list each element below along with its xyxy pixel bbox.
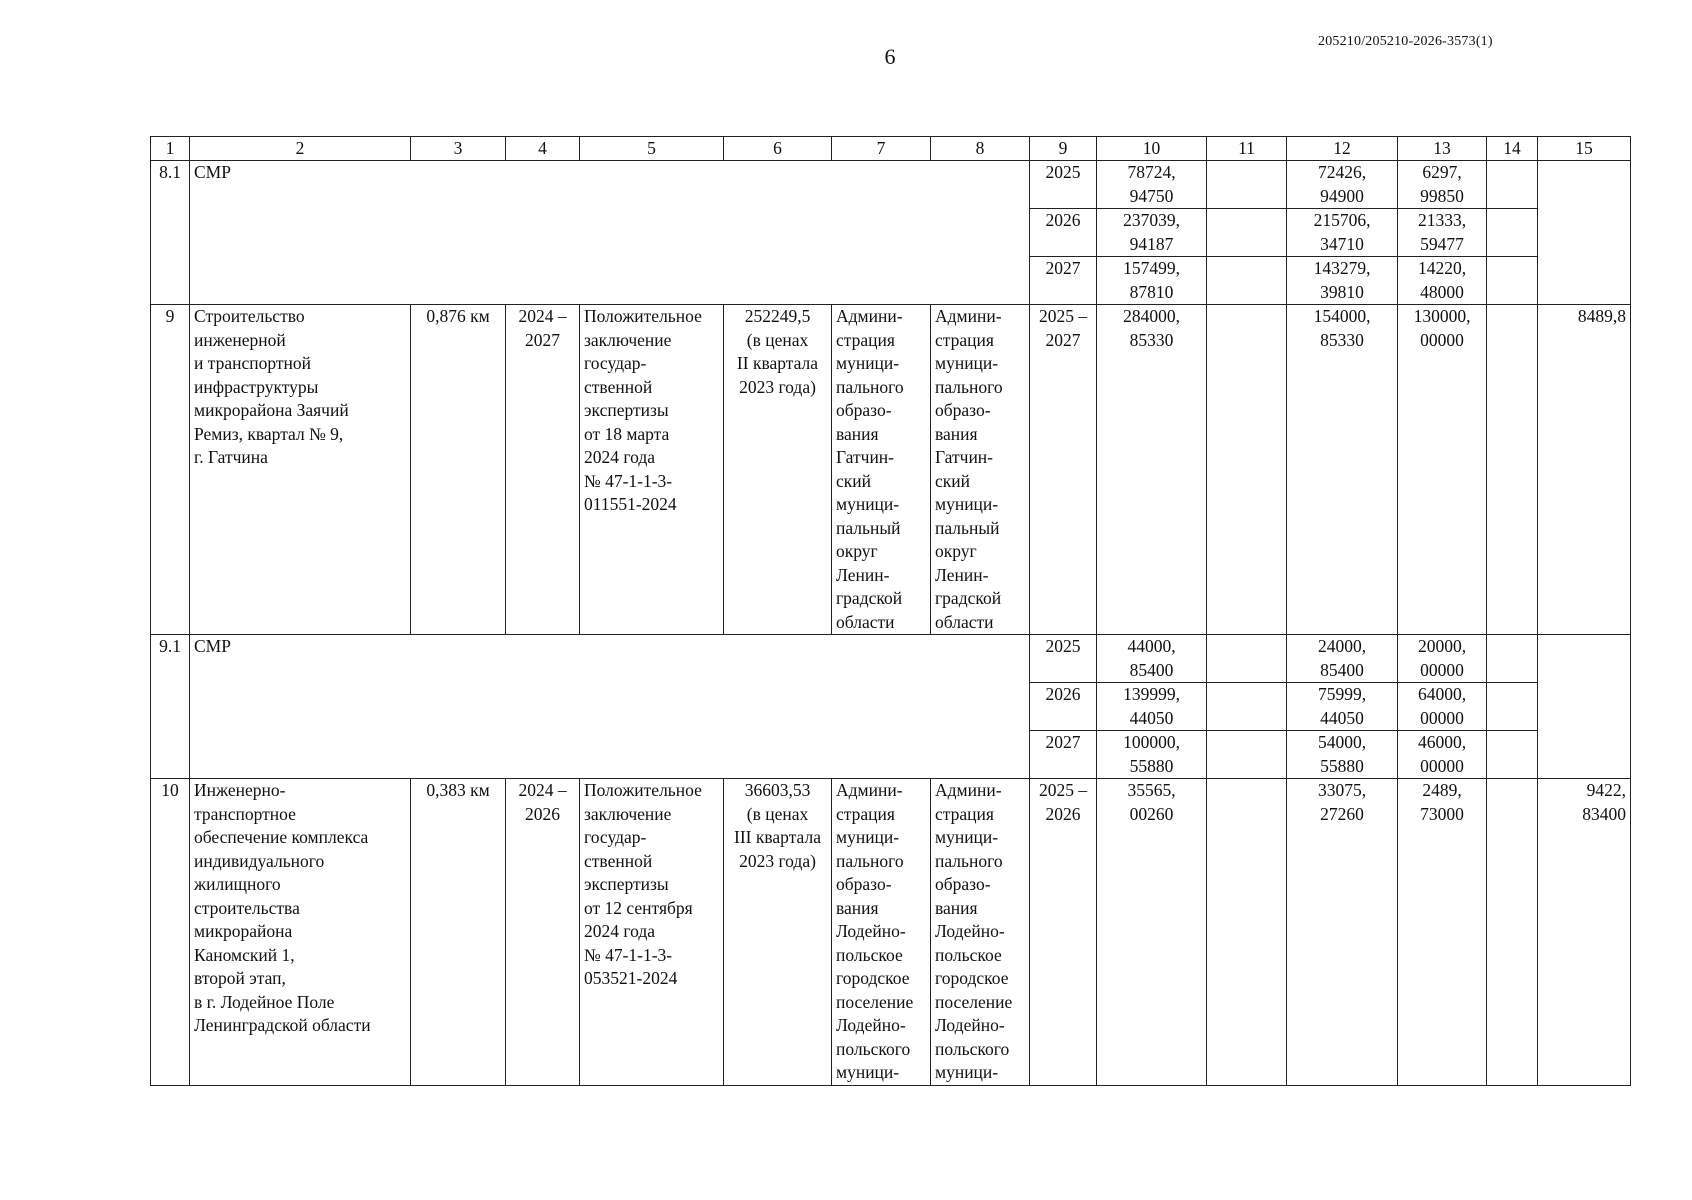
period-cell: 2024 – 2026 xyxy=(506,779,580,1086)
col-header: 8 xyxy=(931,137,1030,161)
developer-cell: Админи- страция муници- пального образо- вания Гатчин- ский муници- пальный округ Ленин- градской области xyxy=(931,305,1030,635)
value-cell xyxy=(1207,161,1287,209)
value-cell xyxy=(1207,731,1287,779)
col-header: 6 xyxy=(724,137,832,161)
col-header: 3 xyxy=(411,137,506,161)
value-cell: 78724, 94750 xyxy=(1097,161,1207,209)
value-cell: 46000, 00000 xyxy=(1398,731,1487,779)
value-cell: 54000, 55880 xyxy=(1287,731,1398,779)
year-cell: 2027 xyxy=(1030,257,1097,305)
value-cell: 9422, 83400 xyxy=(1538,779,1631,1086)
col-header: 4 xyxy=(506,137,580,161)
year-cell: 2025 xyxy=(1030,635,1097,683)
page-number: 6 xyxy=(884,44,896,69)
value-cell: 215706, 34710 xyxy=(1287,209,1398,257)
col-header: 14 xyxy=(1487,137,1538,161)
row-label: СМР xyxy=(190,635,1030,779)
value-cell: 100000, 55880 xyxy=(1097,731,1207,779)
col-header: 11 xyxy=(1207,137,1287,161)
value-cell xyxy=(1538,161,1631,305)
value-cell: 44000, 85400 xyxy=(1097,635,1207,683)
year-cell: 2026 xyxy=(1030,683,1097,731)
year-cell: 2026 xyxy=(1030,209,1097,257)
document-id: 205210/205210-2026-3573(1) xyxy=(1318,34,1493,49)
value-cell xyxy=(1538,635,1631,779)
value-cell: 21333, 59477 xyxy=(1398,209,1487,257)
customer-cell: Админи- страция муници- пального образо- вания Лодейно- польское городское поселение Лодейно- польского муници- xyxy=(832,779,931,1086)
table-row xyxy=(151,779,1631,1086)
value-cell: 20000, 00000 xyxy=(1398,635,1487,683)
col-header: 7 xyxy=(832,137,931,161)
object-name: Строительство инженерной и транспортной инфраструктуры микрорайона Заячий Ремиз, квартал № 9, г. Гатчина xyxy=(190,305,411,635)
year-cell: 2027 xyxy=(1030,731,1097,779)
value-cell xyxy=(1487,779,1538,1086)
value-cell xyxy=(1207,209,1287,257)
value-cell: 35565, 00260 xyxy=(1097,779,1207,1086)
capacity-cell: 0,876 км xyxy=(411,305,506,635)
value-cell: 139999, 44050 xyxy=(1097,683,1207,731)
row-number: 9 xyxy=(151,305,190,635)
year-cell: 2025 xyxy=(1030,161,1097,209)
value-cell: 2489, 73000 xyxy=(1398,779,1487,1086)
value-cell: 157499, 87810 xyxy=(1097,257,1207,305)
row-number: 10 xyxy=(151,779,190,1086)
col-header: 5 xyxy=(580,137,724,161)
value-cell xyxy=(1487,635,1538,683)
col-header: 2 xyxy=(190,137,411,161)
value-cell xyxy=(1487,257,1538,305)
row-number: 8.1 xyxy=(151,161,190,305)
expertise-cell: Положительное заключение государ- ственной экспертизы от 12 сентября 2024 года № 47-1-1-3- 053521-2024 xyxy=(580,779,724,1086)
row-number: 9.1 xyxy=(151,635,190,779)
table-row xyxy=(151,305,1631,635)
value-cell: 33075, 27260 xyxy=(1287,779,1398,1086)
value-cell: 64000, 00000 xyxy=(1398,683,1487,731)
capacity-cell: 0,383 км xyxy=(411,779,506,1086)
row-label: СМР xyxy=(190,161,1030,305)
value-cell: 14220, 48000 xyxy=(1398,257,1487,305)
table-row xyxy=(151,161,1631,209)
value-cell: 237039, 94187 xyxy=(1097,209,1207,257)
col-header: 15 xyxy=(1538,137,1631,161)
developer-cell: Админи- страция муници- пального образо- вания Лодейно- польское городское поселение Лодейно- польского муници- xyxy=(931,779,1030,1086)
value-cell: 154000, 85330 xyxy=(1287,305,1398,635)
value-cell xyxy=(1487,305,1538,635)
col-header: 1 xyxy=(151,137,190,161)
value-cell xyxy=(1207,779,1287,1086)
value-cell: 75999, 44050 xyxy=(1287,683,1398,731)
value-cell xyxy=(1207,305,1287,635)
value-cell xyxy=(1207,257,1287,305)
value-cell xyxy=(1487,683,1538,731)
table-row xyxy=(151,635,1631,683)
period-cell: 2024 – 2027 xyxy=(506,305,580,635)
data-table xyxy=(150,136,1631,1086)
value-cell xyxy=(1487,161,1538,209)
value-cell: 24000, 85400 xyxy=(1287,635,1398,683)
value-cell xyxy=(1487,209,1538,257)
object-name: Инженерно- транспортное обеспечение комплекса индивидуального жилищного строительства микрорайона Каномский 1, второй этап, в г. Лодейное Поле Ленинградской области xyxy=(190,779,411,1086)
column-header-row xyxy=(151,137,1631,161)
col-header: 13 xyxy=(1398,137,1487,161)
value-cell xyxy=(1207,683,1287,731)
value-cell: 284000, 85330 xyxy=(1097,305,1207,635)
customer-cell: Админи- страция муници- пального образо- вания Гатчин- ский муници- пальный округ Ленин- градской области xyxy=(832,305,931,635)
value-cell: 130000, 00000 xyxy=(1398,305,1487,635)
expertise-cell: Положительное заключение государ- ственной экспертизы от 18 марта 2024 года № 47-1-1-3- 011551-2024 xyxy=(580,305,724,635)
value-cell: 143279, 39810 xyxy=(1287,257,1398,305)
cost-cell: 252249,5 (в ценах II квартала 2023 года) xyxy=(724,305,832,635)
value-cell: 6297, 99850 xyxy=(1398,161,1487,209)
year-cell: 2025 – 2026 xyxy=(1030,779,1097,1086)
value-cell xyxy=(1487,731,1538,779)
cost-cell: 36603,53 (в ценах III квартала 2023 года) xyxy=(724,779,832,1086)
col-header: 10 xyxy=(1097,137,1207,161)
value-cell: 72426, 94900 xyxy=(1287,161,1398,209)
col-header: 9 xyxy=(1030,137,1097,161)
col-header: 12 xyxy=(1287,137,1398,161)
year-cell: 2025 – 2027 xyxy=(1030,305,1097,635)
value-cell: 8489,8 xyxy=(1538,305,1631,635)
value-cell xyxy=(1207,635,1287,683)
